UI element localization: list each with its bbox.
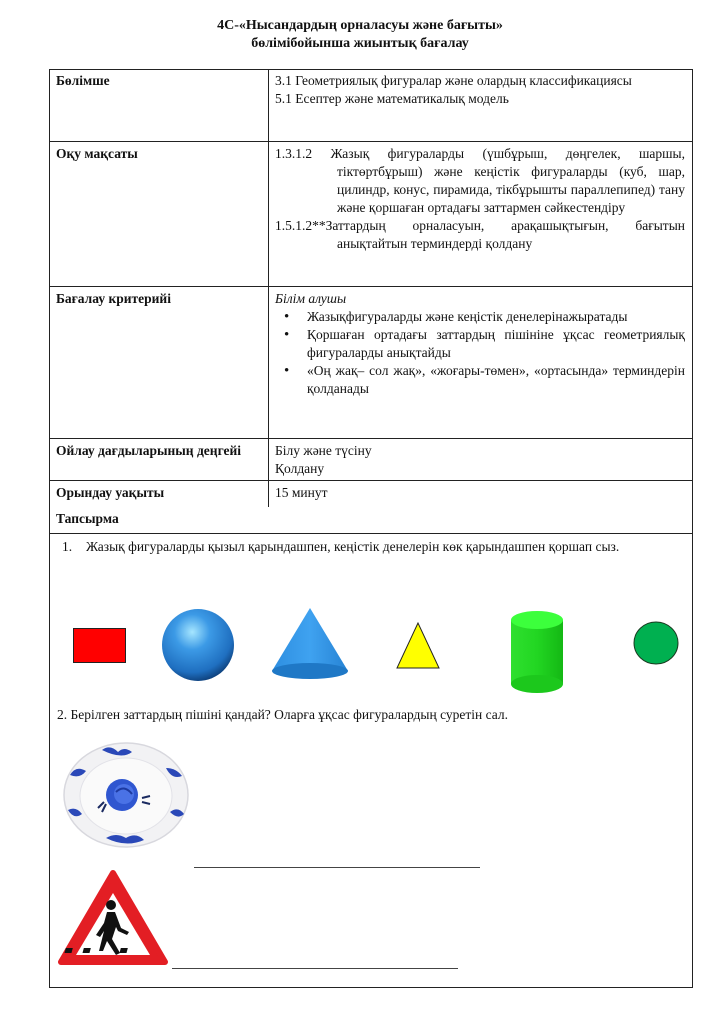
criteria-intro: Білім алушы — [275, 291, 347, 306]
yellow-triangle-shape — [395, 620, 441, 670]
section-line-1: 3.1 Геометриялық фигуралар және олардың классификациясы — [275, 73, 632, 88]
title-line-2: бөлімібойынша жиынтық бағалау — [251, 36, 469, 51]
task-1-number: 1. — [62, 539, 73, 554]
objective-line-1: 1.3.1.2 Жазық фигураларды (үшбұрыш, дөңгелек, шаршы, тіктөртбұрыш) және кеңістік фигураларды (куб, шар, цилиндр, конус, пирамида, тікбұрышты параллепипед) тану және қоршаған ортадағы заттармен сәйкестендіру — [275, 146, 685, 215]
green-circle-shape — [632, 620, 680, 666]
row-label-learning-objective: Оқу мақсаты — [56, 146, 138, 161]
table-row-assessment-criteria — [49, 286, 693, 438]
green-cylinder-shape — [508, 610, 566, 694]
thinking-level-2: Қолдану — [275, 461, 325, 476]
title-line-1: 4С-«Нысандардың орналасуы және бағыты» — [217, 18, 503, 33]
criteria-item: • Қоршаған ортадағы заттардың пішініне ұқсас геометриялық фигураларды анықтайды — [275, 326, 685, 362]
red-rectangle-shape — [73, 628, 126, 663]
row-value-section — [275, 72, 685, 108]
table-row-duration — [49, 480, 693, 507]
task-1-text: Жазық фигураларды қызыл қарындашпен, кеңістік денелерін көк қарындашпен қоршап сыз. — [86, 539, 620, 554]
criteria-item: • Жазықфигураларды және кеңістік денелерінажыратады — [275, 308, 685, 326]
task-2-text: 2. Берілген заттардың пішіні қандай? Оларға ұқсас фигуралардың суретін сал. — [57, 707, 509, 722]
blue-sphere-shape — [160, 607, 236, 683]
section-line-2: 5.1 Есептер және математикалық модель — [275, 91, 509, 106]
table-row-section — [49, 69, 693, 141]
answer-line-2[interactable] — [172, 968, 458, 969]
objective-line-2: 1.5.1.2**Заттардың орналасуын, арақашықтығын, бағытын анықтайтын терминдерді қолдану — [275, 218, 685, 251]
document-title — [0, 17, 720, 53]
row-value-learning-objective — [275, 145, 685, 253]
thinking-level-1: Білу және түсіну — [275, 443, 372, 458]
task-heading: Тапсырма — [56, 511, 119, 526]
table-row-thinking-level — [49, 438, 693, 480]
task-heading-divider — [49, 533, 693, 534]
blue-cone-shape — [270, 606, 350, 682]
duration-value: 15 минут — [275, 485, 328, 500]
criteria-list — [275, 308, 685, 398]
row-label-thinking-level: Ойлау дағдыларының деңгейі — [56, 443, 242, 458]
row-value-duration — [275, 484, 685, 502]
answer-line-1[interactable] — [194, 867, 480, 868]
row-value-thinking-level — [275, 442, 685, 478]
table-row-learning-objective — [49, 141, 693, 286]
pedestrian-crossing-sign-image — [57, 869, 169, 967]
row-value-assessment-criteria — [275, 290, 685, 398]
row-label-assessment-criteria: Бағалау критерийі — [56, 291, 171, 306]
row-label-duration: Орындау уақыты — [56, 485, 165, 500]
plate-image — [62, 740, 190, 850]
row-label-section: Бөлімше — [56, 73, 110, 88]
criteria-item: • «Оң жақ– сол жақ», «жоғары-төмен», «ортасында» терминдерін қолданады — [275, 362, 685, 398]
